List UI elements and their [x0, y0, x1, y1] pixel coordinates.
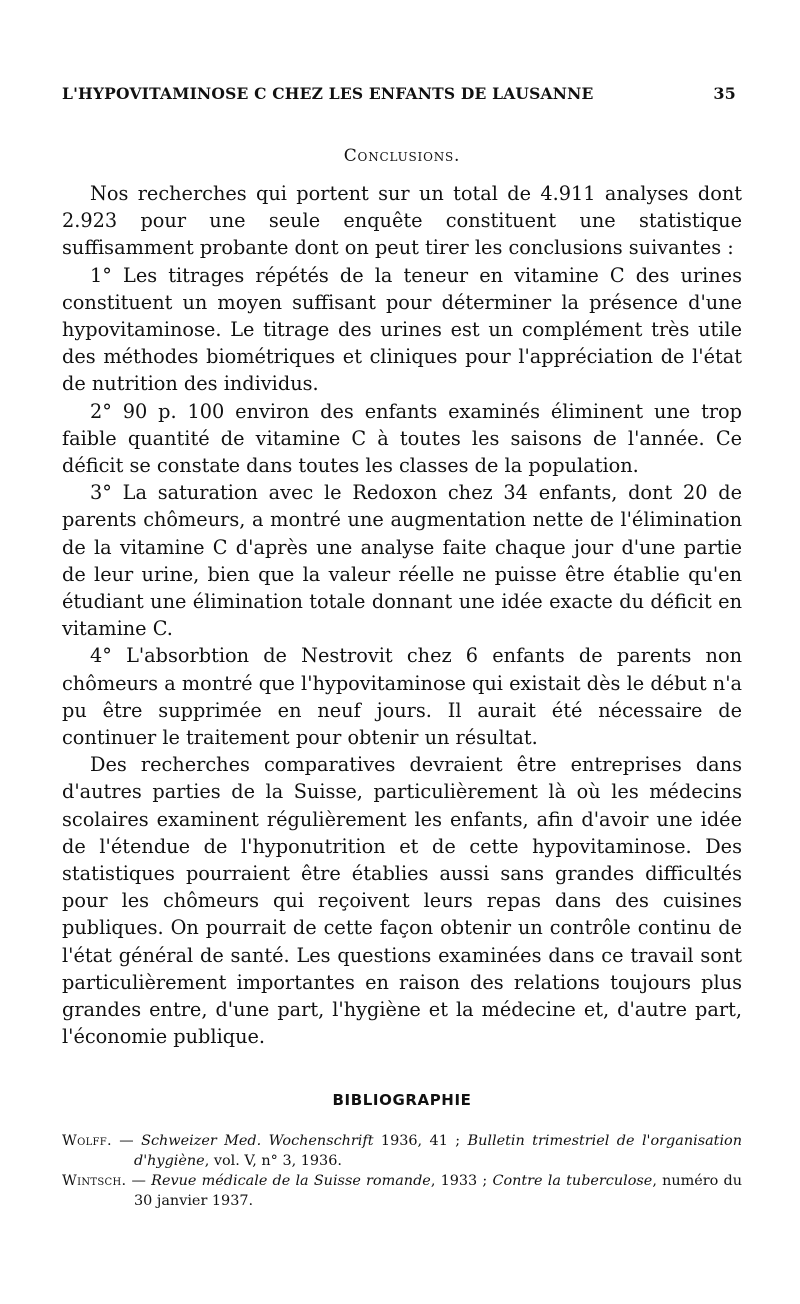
bib-journal: Revue médicale de la Suisse romande [151, 1172, 431, 1189]
bib-details-secondary: , vol. V, n° 3, 1936. [204, 1152, 342, 1169]
bibliography-entry [62, 1131, 742, 1171]
paragraph-conclusion-1: 1° Les titrages répétés de la teneur en vitamine C des urines constituent un moyen suffisant pour déterminer la présence d'une hypovitaminose. Le titrage des urines est un complément très utile des méthodes biométriques et cliniques pour l'appréciation de l'état de nutrition des individus. [62, 263, 742, 396]
bib-author: Wolff. [62, 1132, 112, 1149]
bib-author: Wintsch. [62, 1172, 127, 1189]
bib-dash: — [126, 1172, 152, 1189]
running-head [62, 84, 742, 114]
section-title: Conclusions. [343, 146, 461, 166]
bib-details: , 1933 ; [430, 1172, 493, 1189]
bibliography-heading: BIBLIOGRAPHIE [332, 1090, 472, 1109]
page-number: 35 [713, 84, 736, 103]
body-text [62, 180, 742, 1051]
paragraph-closing: Des recherches comparatives devraient être entreprises dans d'autres parties de la Suisse, particulièrement là où les médecins scolaires examinent régulièrement les enfants, afin d'avoir une idée de l'étendue de l'hyponutrition et de cette hypovitaminose. Des statistiques pourraient être établies aussi sans grandes difficultés pour les chômeurs qui reçoivent leurs repas dans des cuisines publiques. On pourrait de cette façon obtenir un contrôle continu de l'état général de santé. Les questions examinées dans ce travail sont particulièrement importantes en raison des relations toujours plus grandes entre, d'une part, l'hygiène et la médecine et, d'autre part, l'économie publique. [62, 753, 742, 1049]
paragraph-intro: Nos recherches qui portent sur un total de 4.911 analyses dont 2.923 pour une seule enquête constituent une statistique suffisamment probante dont on peut tirer les conclusions suivantes : [62, 182, 742, 260]
bib-details: 1936, 41 ; [373, 1132, 468, 1149]
running-head-title: L'HYPOVITAMINOSE C CHEZ LES ENFANTS DE LAUSANNE [62, 84, 594, 103]
bib-details-secondary: , numéro du 30 janvier 1937. [134, 1172, 742, 1209]
paragraph-conclusion-2: 2° 90 p. 100 environ des enfants examinés éliminent une trop faible quantité de vitamine C à toutes les saisons de l'année. Ce déficit se constate dans toutes les classes de la population. [62, 399, 742, 478]
bib-journal: Schweizer Med. Wochenschrift [141, 1132, 374, 1149]
bibliography-entry [62, 1171, 742, 1211]
paragraph-conclusion-3: 3° La saturation avec le Redoxon chez 34 enfants, dont 20 de parents chômeurs, a montré une augmentation nette de l'élimination de la vitamine C d'après une analyse faite chaque jour d'une partie de leur urine, bien que la valeur réelle ne puisse être établie qu'en étudiant une élimination totale donnant une idée exacte du déficit en vitamine C. [62, 481, 742, 641]
bib-dash: — [111, 1132, 142, 1149]
bib-journal-secondary: Contre la tuberculose [492, 1172, 653, 1189]
paragraph-conclusion-4: 4° L'absorbtion de Nestrovit chez 6 enfants de parents non chômeurs a montré que l'hypovitaminose qui existait dès le début n'a pu être supprimée en neuf jours. Il aurait été nécessaire de continuer le traitement pour obtenir un résultat. [62, 644, 742, 750]
bib-journal-secondary: Bulletin trimestriel de l'organisation d'hygiène [134, 1132, 742, 1169]
bibliography-list [62, 1131, 742, 1211]
document-page [62, 84, 742, 1211]
